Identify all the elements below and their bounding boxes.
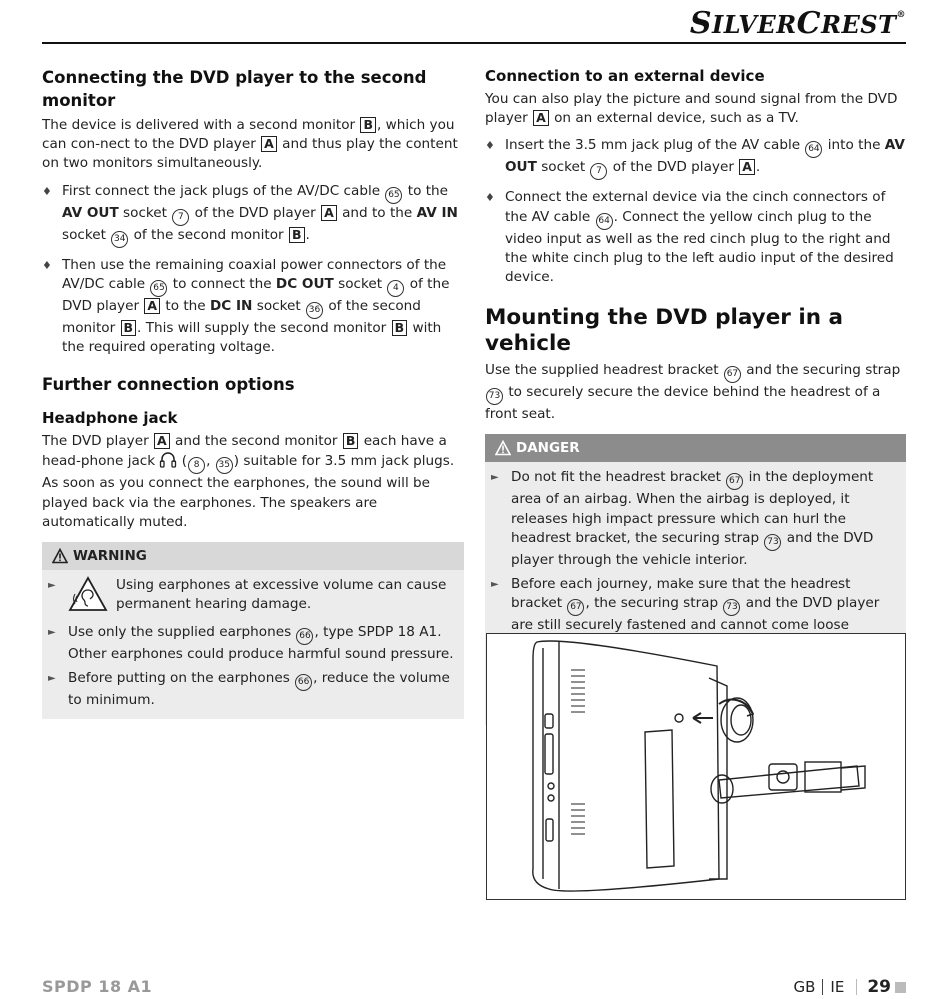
heading-second-monitor: Connecting the DVD player to the second monitor <box>42 68 427 110</box>
danger-header: DANGER <box>485 434 906 462</box>
bullet-coaxial-power: ♦ Then use the remaining coaxial power connectors of the AV/DC cable 65 to connect the DC OUT socket 4 of the DVD player A to the DC IN socket 36 of the second monitor B . This will supply the second monitor B with the required operating voltage. <box>42 256 464 358</box>
diamond-bullet-icon: ♦ <box>42 184 52 198</box>
paragraph-headphone-jack: The DVD player A and the second monitor B each have a head-phone jack ( 8 , 35 ) suitable for 3.5 mm jack plugs. As soon as you connect the earphones, the sound will be played back via the earphones. The speakers are automatically muted. <box>42 433 455 530</box>
warning-item-reduce-volume: ► Before putting on the earphones 66 , reduce the volume to minimum. <box>42 666 464 712</box>
danger-item-airbag: ► Do not fit the headrest bracket 67 in the deployment area of an airbag. When the airbag is deployed, it releases high impact pressure which can hurl the headrest bracket, the securing strap 73 and the DVD player through the vehicle interior. <box>485 462 906 572</box>
danger-triangle-icon <box>495 440 511 456</box>
heading-mounting-vehicle: Mounting the DVD player in a vehicle <box>485 305 844 357</box>
arrow-bullet-icon: ► <box>48 673 56 685</box>
bullet-cinch-connectors: ♦ Connect the external device via the cinch connectors of the AV cable 64 . Connect the yellow cinch plug to the video input as well as the red cinch plug to the right and the white cinch plug to the left audio input of the desired device. <box>485 188 906 287</box>
paragraph-second-monitor: The device is delivered with a second monitor B , which you can con-nect to the DVD player A and thus play the content on two monitors simultaneously. <box>42 117 458 172</box>
mounting-illustration <box>486 633 906 900</box>
heading-external-device: Connection to an external device <box>485 67 765 85</box>
header-rule <box>42 42 906 44</box>
arrow-bullet-icon: ► <box>491 579 499 591</box>
warning-item-supplied-earphones: ► Use only the supplied earphones 66 , type SPDP 18 A1. Other earphones could produce harmful sound pressure. <box>42 620 464 666</box>
footer-page-info <box>794 977 907 997</box>
page-marker <box>895 982 906 993</box>
footer-lang-gb: GB <box>793 978 816 996</box>
diamond-bullet-icon: ♦ <box>485 191 495 205</box>
arrow-bullet-icon: ► <box>48 580 56 592</box>
bullet-connect-jack: ♦ First connect the jack plugs of the AV/DC cable 65 to the AV OUT socket 7 of the DVD player A and to the AV IN socket 34 of the second monitor B . <box>42 182 464 248</box>
warning-triangle-icon <box>52 548 68 564</box>
heading-headphone-jack: Headphone jack <box>42 409 178 428</box>
page-number: 29 <box>867 977 891 997</box>
paragraph-mounting: Use the supplied headrest bracket 67 and the securing strap 73 to securely secure the device behind the headrest of a front seat. <box>485 362 901 423</box>
brand-logo: SILVERCREST® <box>689 6 906 41</box>
left-column <box>42 62 464 727</box>
warning-header: WARNING <box>42 542 464 570</box>
warning-panel <box>42 542 464 719</box>
warning-item-volume: ► Using earphones at excessive volume can cause permanent hearing damage. <box>42 570 464 620</box>
hearing-damage-icon <box>68 576 108 612</box>
dvd-player-bracket-drawing <box>487 634 905 899</box>
footer-lang-ie: IE <box>830 978 845 996</box>
arrow-bullet-icon: ► <box>48 627 56 639</box>
paragraph-external-device: You can also play the picture and sound signal from the DVD player A on an external device, such as a TV. <box>485 91 898 127</box>
footer-model: SPDP 18 A1 <box>42 977 153 996</box>
bullet-insert-jack: ♦ Insert the 3.5 mm jack plug of the AV cable 64 into the AV OUT socket 7 of the DVD player A . <box>485 136 906 180</box>
diamond-bullet-icon: ♦ <box>42 258 52 272</box>
arrow-bullet-icon: ► <box>491 472 499 484</box>
heading-further-options: Further connection options <box>42 375 295 395</box>
diamond-bullet-icon: ♦ <box>485 139 495 153</box>
headphone-icon <box>159 451 177 468</box>
danger-item-each-journey: ► Before each journey, make sure that the headrest bracket 67 , the securing strap 73 and the DVD player are still securely fastened and cannot come loose <box>485 572 906 657</box>
